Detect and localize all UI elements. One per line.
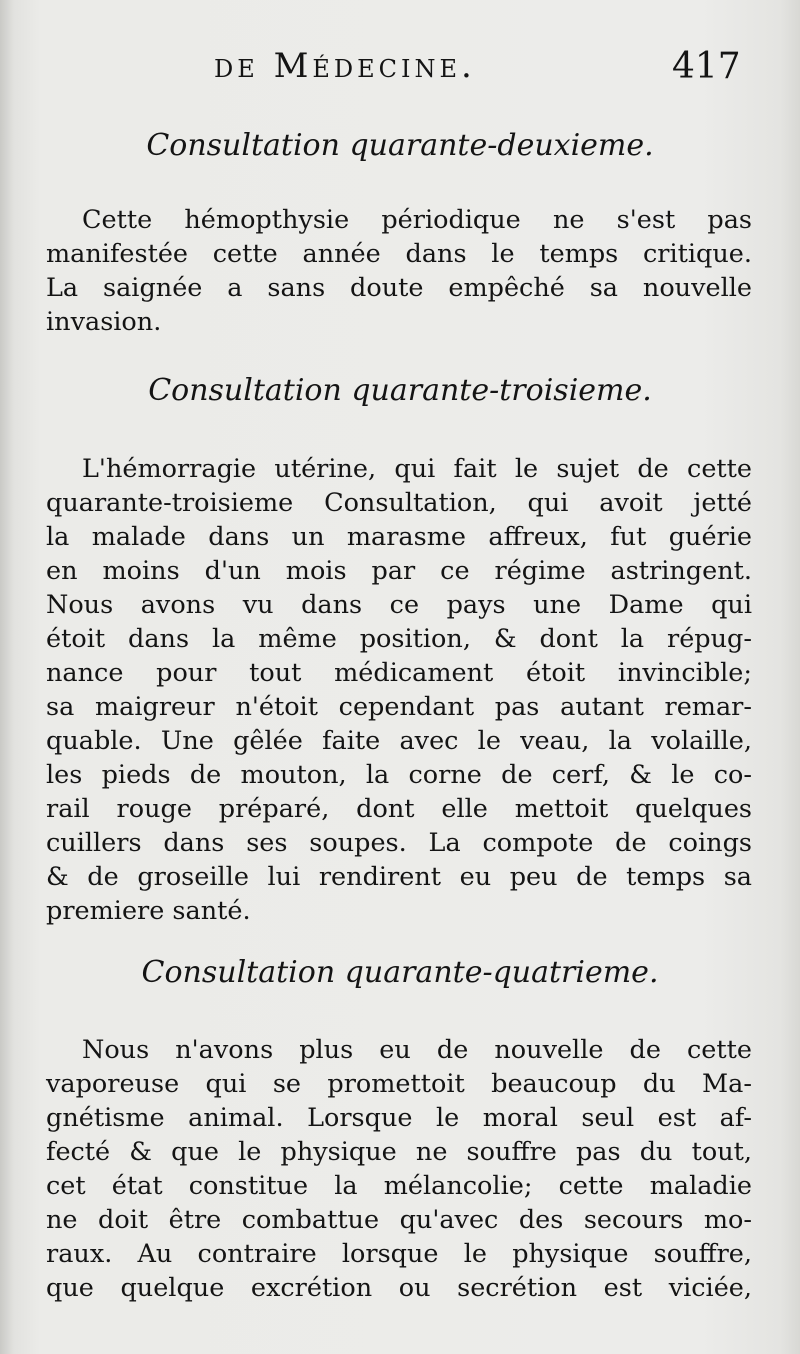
text-line: vaporeuse qui se promettoit beaucoup du Ma- [46, 1069, 752, 1099]
text-line: & de groseille lui rendirent eu peu de temps sa [46, 862, 752, 892]
paragraph [46, 203, 752, 339]
text-line: raux. Au contraire lorsque le physique souffre, [46, 1239, 752, 1269]
text-line: rail rouge préparé, dont elle mettoit quelques [46, 794, 752, 824]
text-line: Nous avons vu dans ce pays une Dame qui [46, 590, 752, 620]
running-title: de Médecine. [214, 46, 476, 86]
text-line: étoit dans la même position, & dont la répug- [46, 624, 752, 654]
paragraph [46, 1033, 752, 1305]
text-line: cuillers dans ses soupes. La compote de coings [46, 828, 752, 858]
text-line: invasion. [46, 307, 162, 337]
text-line: sa maigreur n'étoit cependant pas autant remar- [46, 692, 752, 722]
text-line: les pieds de mouton, la corne de cerf, & le co- [46, 760, 752, 790]
paragraph [46, 452, 752, 928]
section-heading: Consultation quarante-troisieme. [148, 373, 652, 408]
text-line: cet état constitue la mélancolie; cette maladie [46, 1171, 752, 1201]
text-line: La saignée a sans doute empêché sa nouvelle [46, 273, 752, 303]
running-head [0, 46, 800, 106]
text-line: gnétisme animal. Lorsque le moral seul est af- [46, 1103, 752, 1133]
section-heading: Consultation quarante-quatrieme. [141, 955, 659, 990]
text-line: quable. Une gêlée faite avec le veau, la volaille, [46, 726, 752, 756]
text-line: Cette hémopthysie périodique ne s'est pas [82, 205, 752, 235]
text-line: quarante-troisieme Consultation, qui avoit jetté [46, 488, 752, 518]
text-line: la malade dans un marasme affreux, fut guérie [46, 522, 752, 552]
text-line: fecté & que le physique ne souffre pas du tout, [46, 1137, 752, 1167]
text-line: Nous n'avons plus eu de nouvelle de cette [82, 1035, 752, 1065]
text-line: nance pour tout médicament étoit invincible; [46, 658, 752, 688]
section-heading: Consultation quarante-deuxieme. [146, 128, 654, 163]
text-line: en moins d'un mois par ce régime astringent. [46, 556, 752, 586]
text-line: L'hémorragie utérine, qui fait le sujet de cette [82, 454, 752, 484]
text-line: manifestée cette année dans le temps critique. [46, 239, 752, 269]
text-line: premiere santé. [46, 896, 251, 926]
page-number: 417 [672, 46, 741, 87]
text-line: ne doit être combattue qu'avec des secours mo- [46, 1205, 752, 1235]
text-line: que quelque excrétion ou secrétion est viciée, [46, 1273, 752, 1303]
